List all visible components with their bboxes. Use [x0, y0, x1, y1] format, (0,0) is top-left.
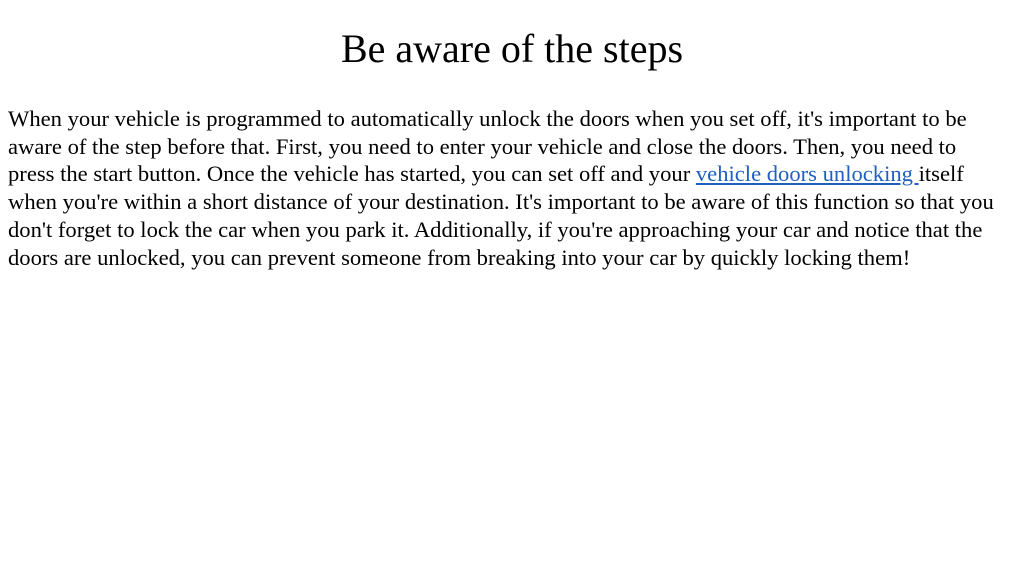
vehicle-doors-unlocking-link[interactable]: vehicle doors unlocking	[695, 161, 919, 187]
body-paragraph	[8, 105, 1008, 271]
slide-title: Be aware of the steps	[340, 26, 684, 71]
paragraph-text-before-link: When your vehicle is programmed to automatically unlock the doors when you set off, it's important to be aware of the step before that. First, you need to enter your vehicle and close the doors. Then, you need to press the start button. Once the vehicle has started, you can set off and your	[8, 106, 967, 187]
paragraph-text-after-link: itself when you're within a short distance of your destination. It's important to be aware of this function so that you don't forget to lock the car when you park it. Additionally, if you're approaching your car and notice that the doors are unlocked, you can prevent someone from breaking into your car by quickly locking them!	[8, 161, 994, 270]
